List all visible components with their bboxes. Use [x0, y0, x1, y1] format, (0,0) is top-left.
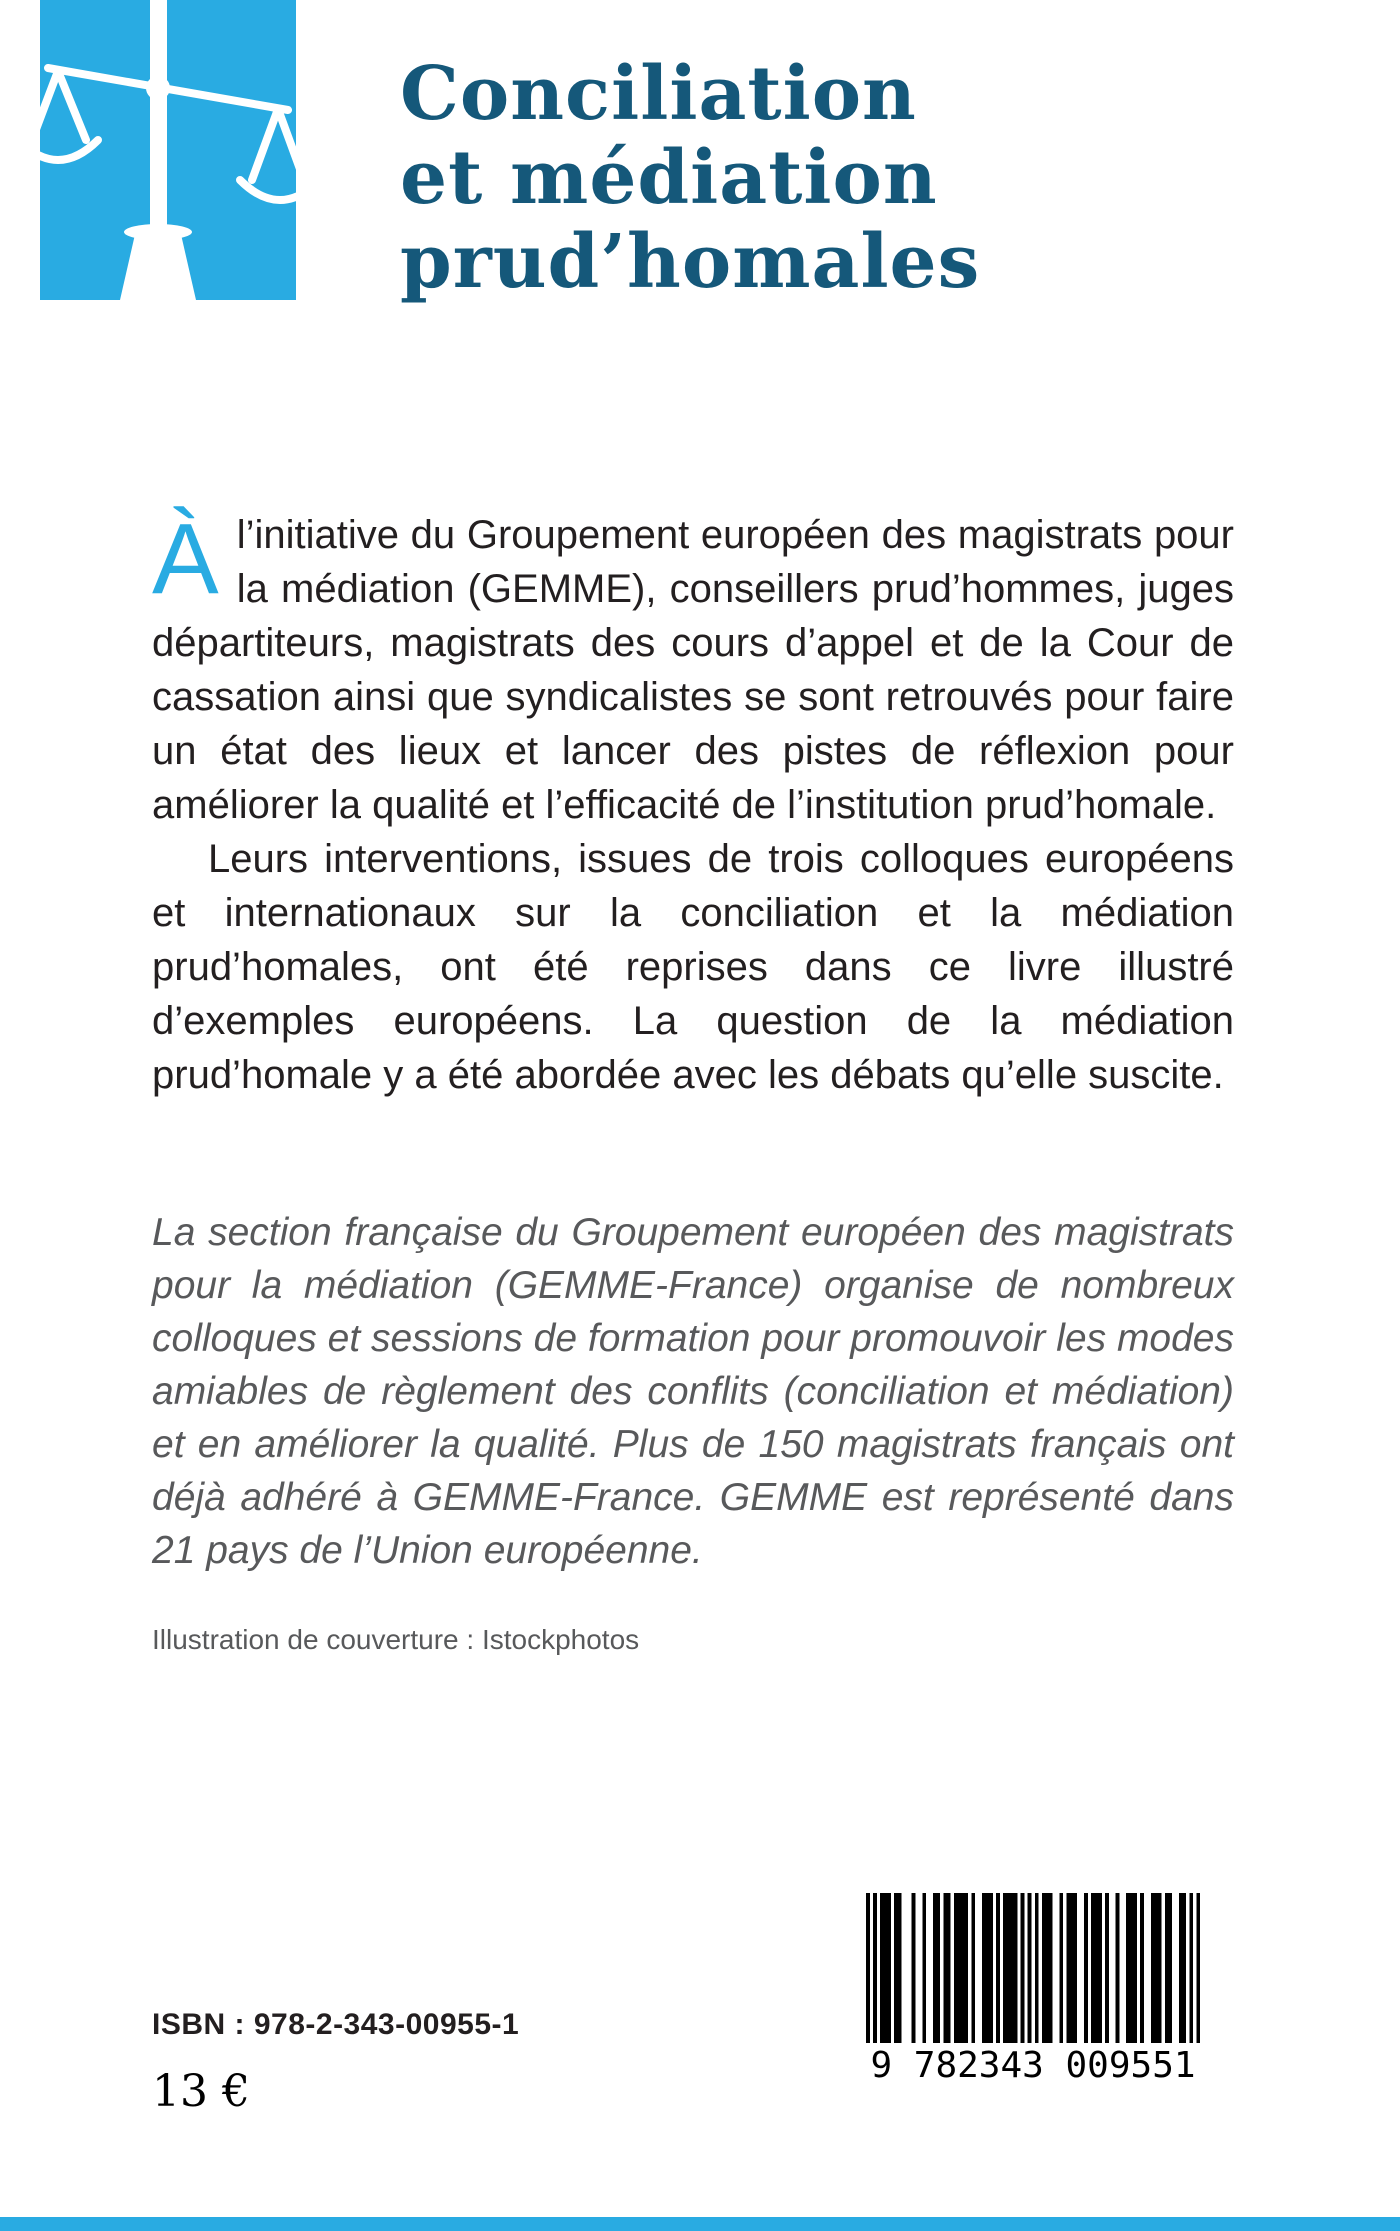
book-title-line3: prud’homales [400, 219, 981, 305]
barcode-bars [866, 1893, 1200, 2043]
scales-of-justice-icon [40, 0, 296, 300]
back-cover-text [152, 503, 1234, 1657]
about-gemme-paragraph: La section française du Groupement européen des magistrats pour la médiation (GEMME-France) organise de nombreux colloques et sessions de formation pour promouvoir les modes amiables de règlement des conflits (conciliation et médiation) et en améliorer la qualité. Plus de 150 magistrats français ont déjà adhéré à GEMME-France. GEMME est représenté dans 21 pays de l’Union européenne. [152, 1211, 1234, 1572]
book-title-line2: et médiation [400, 135, 938, 221]
dropcap-letter: À [152, 503, 219, 615]
barcode [866, 1893, 1200, 2086]
book-title-line1: Conciliation [400, 51, 917, 137]
synopsis-paragraph-2: Leurs interventions, issues de trois colloques européens et internationaux sur la conciliation et la médiation prud’homales, ont été reprises dans ce livre illustré d’exemples européens. La question de la médiation prud’homale y a été abordée avec les débats qu’elle suscite. [152, 837, 1234, 1097]
illustration-credit: Illustration de couverture : Istockphotos [152, 1624, 640, 1655]
bottom-accent-strip [0, 2217, 1400, 2231]
barcode-number: 9 782343 009551 [870, 2045, 1196, 2086]
price-label: 13 € [152, 2066, 250, 2117]
cover-logo-box [40, 0, 296, 300]
synopsis-paragraph-1-text: l’initiative du Groupement européen des magistrats pour la médiation (GEMME), conseillers prud’hommes, juges départiteurs, magistrats des cours d’appel et de la Cour de cassation ainsi que syndicalistes se sont retrouvés pour faire un état des lieux et lancer des pistes de réflexion pour améliorer la qualité et l’efficacité de l’institution prud’homale. [152, 513, 1234, 827]
isbn-label: ISBN : 978-2-343-00955-1 [152, 2008, 520, 2041]
book-title [400, 52, 980, 304]
synopsis-paragraph-1 [152, 503, 1234, 832]
